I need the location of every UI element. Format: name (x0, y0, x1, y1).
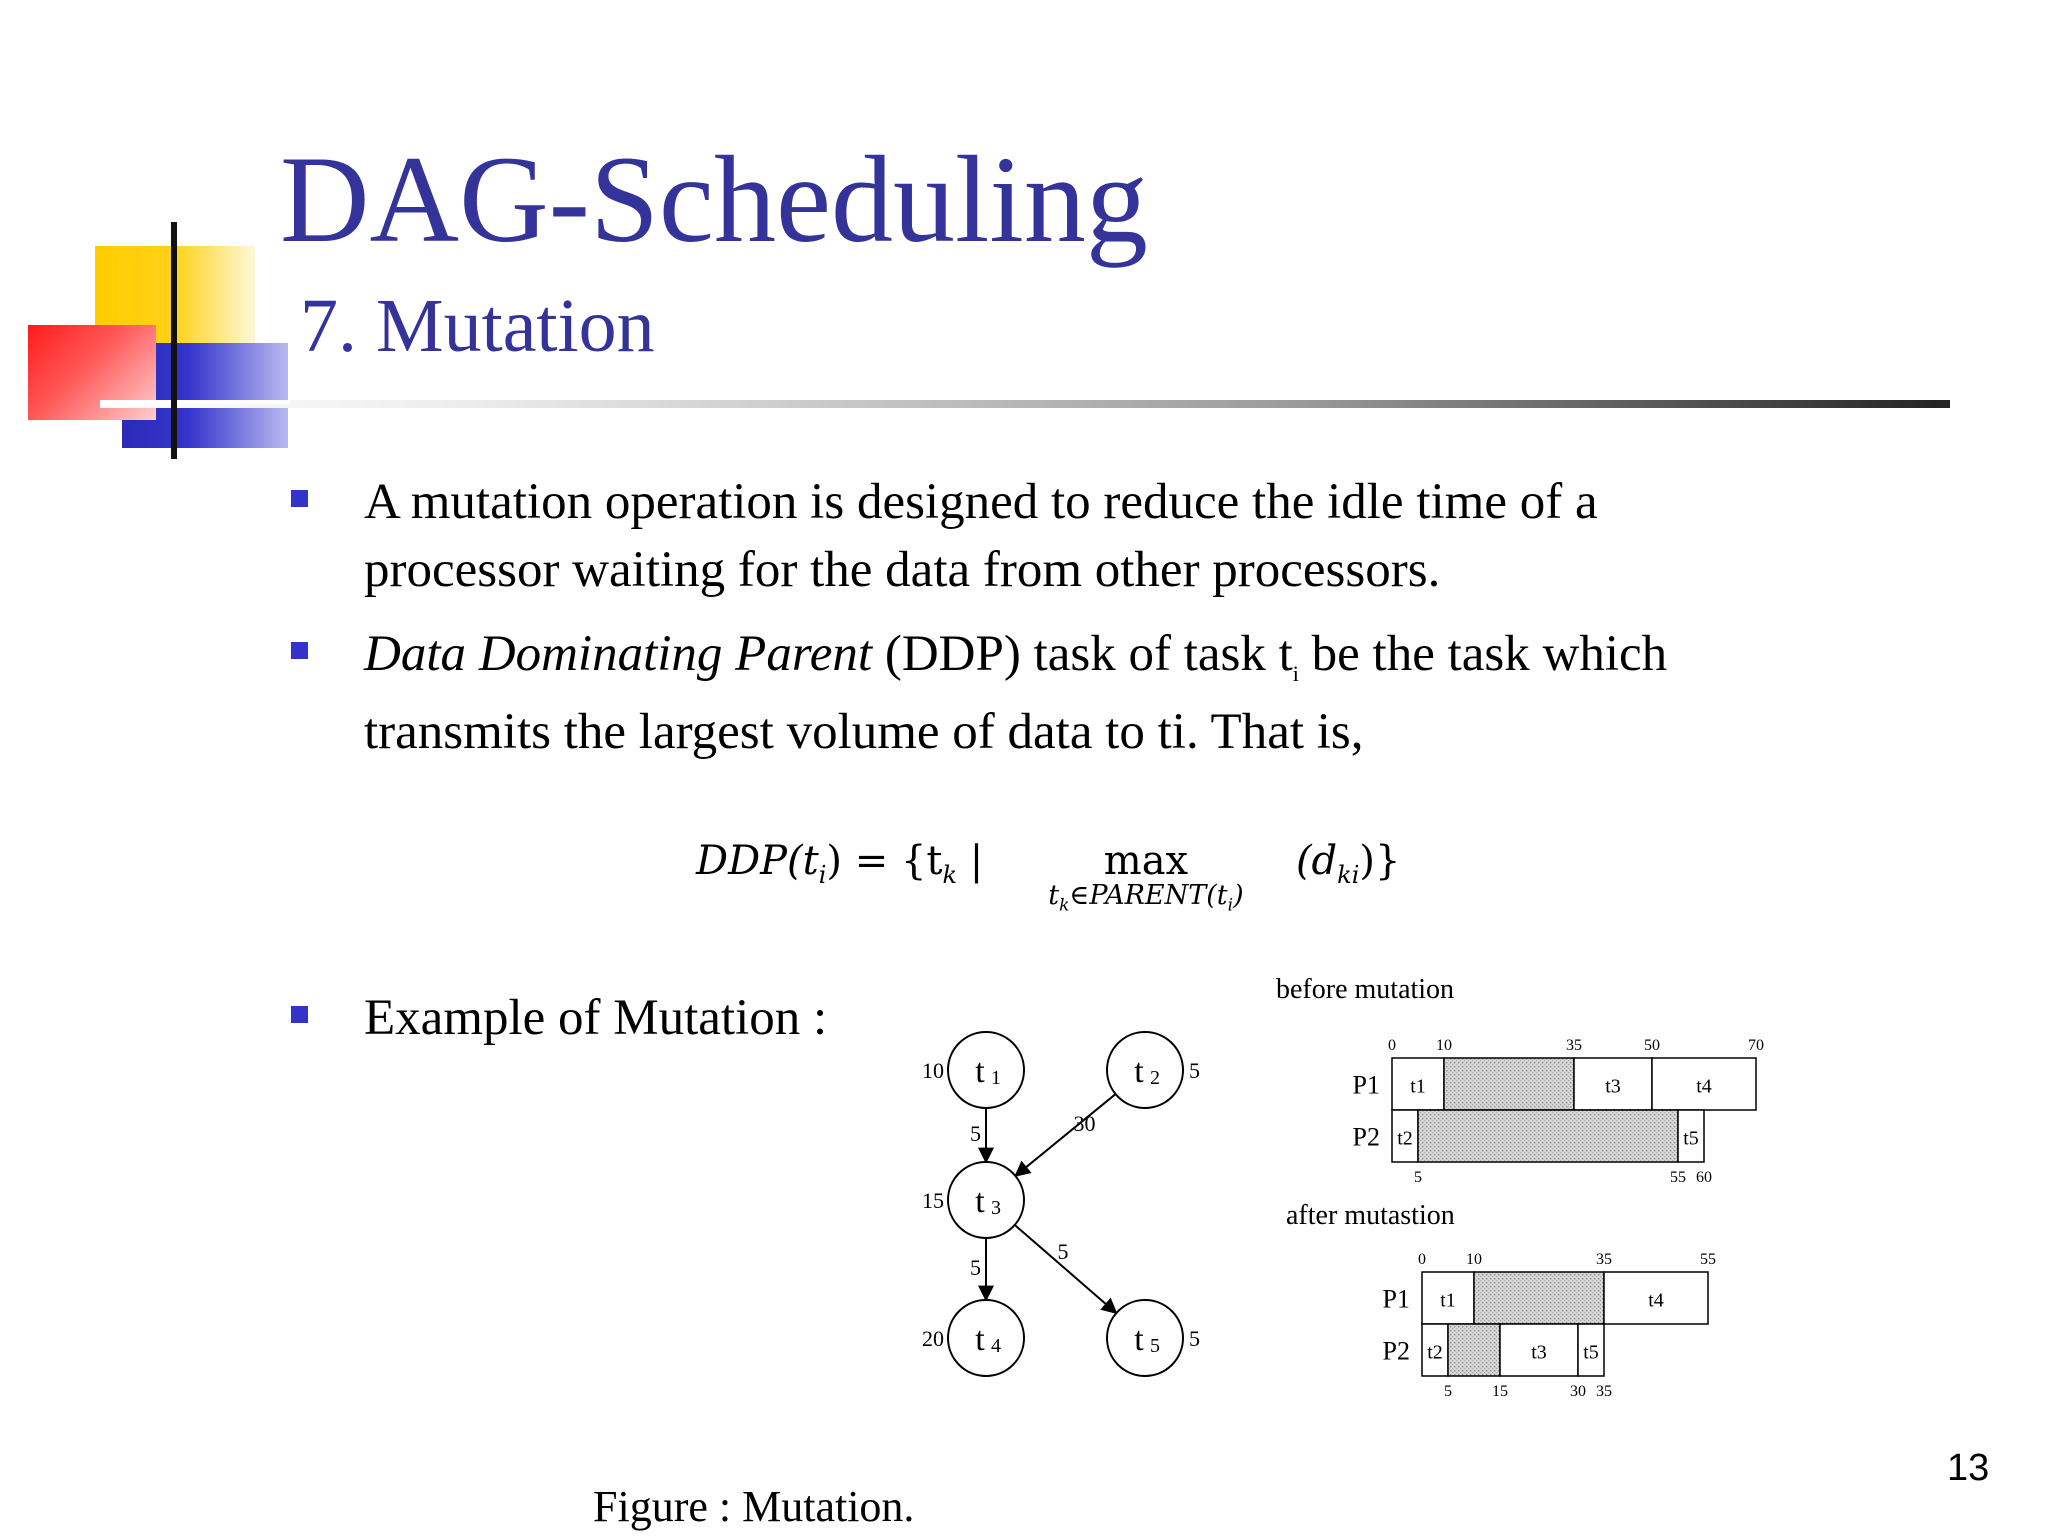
dag-node-label: t (975, 1053, 985, 1090)
bullet-marker (291, 1006, 308, 1023)
gantt-task-label: t5 (1683, 1127, 1699, 1150)
gantt-top-tick: 10 (1466, 1251, 1482, 1268)
dag-node-subscript: 5 (1150, 1335, 1160, 1357)
gantt-top-tick: 0 (1418, 1251, 1426, 1268)
gantt-bottom-tick: 60 (1696, 1169, 1712, 1186)
dag-edge-weight: 5 (1057, 1239, 1069, 1264)
gantt-bottom-tick: 55 (1670, 1169, 1686, 1186)
dag-node-label: t (1134, 1053, 1144, 1090)
gantt-processor-label: P2 (1352, 1122, 1380, 1152)
bullet-1-line-1: A mutation operation is designed to reduce the idle time of a (364, 474, 1598, 530)
gantt-task-label: t1 (1440, 1289, 1456, 1312)
dag-node-subscript: 4 (991, 1335, 1001, 1357)
gantt-bottom-tick: 5 (1414, 1169, 1422, 1186)
gantt-before (1276, 974, 1764, 1186)
figure-caption: Figure : Mutation. (593, 1482, 915, 1531)
dag-edge-t2-t3 (1015, 1094, 1115, 1176)
gantt-top-tick: 50 (1644, 1037, 1660, 1054)
gantt-top-tick: 55 (1700, 1251, 1716, 1268)
gantt-diagrams (1270, 970, 1790, 1420)
dag-node-t4 (948, 1300, 1024, 1376)
gantt-task-label: t2 (1397, 1127, 1413, 1150)
gantt-bottom-tick: 35 (1596, 1383, 1612, 1400)
gantt-top-tick: 0 (1388, 1037, 1396, 1054)
gantt-task-label: t4 (1696, 1075, 1712, 1098)
page-number: 13 (1947, 1447, 1990, 1489)
dag-node-t5 (1107, 1300, 1183, 1376)
gantt-processor-label: P1 (1382, 1284, 1410, 1314)
dag-node-weight: 5 (1189, 1058, 1200, 1083)
gantt-after (1286, 1200, 1716, 1400)
gantt-top-tick: 35 (1566, 1037, 1582, 1054)
bullet-marker (291, 642, 308, 659)
slide-subtitle: 7. Mutation (300, 284, 655, 368)
bullet-1-line-2: processor waiting for the data from other processors. (364, 542, 1441, 598)
bullet-2-text-a: (DDP) task of task t (872, 626, 1293, 682)
decor-horizontal-line (100, 400, 290, 404)
dag-node-label: t (1134, 1321, 1144, 1358)
dag-node-subscript: 3 (991, 1197, 1001, 1219)
bullet-2-text-b: be the task which (1298, 626, 1668, 682)
gantt-task-label: t5 (1583, 1341, 1599, 1364)
gantt-task-label: t3 (1531, 1341, 1547, 1364)
ddp-term: Data Dominating Parent (364, 626, 873, 682)
gantt-task-label: t1 (1410, 1075, 1426, 1098)
gantt-title: after mutastion (1286, 1200, 1455, 1231)
gantt-idle-block (1474, 1272, 1604, 1324)
gantt-task-label: t3 (1605, 1075, 1621, 1098)
gantt-idle-block (1444, 1058, 1574, 1110)
dag-diagram (900, 960, 1240, 1400)
dag-node-weight: 15 (922, 1188, 944, 1213)
gantt-top-tick: 35 (1596, 1251, 1612, 1268)
title-rule (100, 400, 1950, 408)
dag-node-label: t (975, 1183, 985, 1220)
dag-node-t1 (948, 1032, 1024, 1108)
slide-title: DAG-Scheduling (280, 131, 1148, 268)
gantt-task-label: t4 (1648, 1289, 1664, 1312)
dag-edge-weight: 30 (1073, 1111, 1096, 1136)
dag-node-weight: 5 (1189, 1326, 1200, 1351)
dag-edge-weight: 5 (970, 1255, 981, 1280)
dag-node-t3 (948, 1162, 1024, 1238)
dag-node-t2 (1107, 1032, 1183, 1108)
bullet-marker (291, 490, 308, 507)
gantt-bottom-tick: 5 (1444, 1383, 1452, 1400)
bullet-2-line-2: transmits the largest volume of data to ti. That is, (364, 704, 1364, 760)
bullet-3-text: Example of Mutation : (364, 990, 828, 1046)
dag-edge-weight: 5 (970, 1121, 981, 1146)
gantt-bottom-tick: 30 (1570, 1383, 1586, 1400)
gantt-idle-block (1448, 1324, 1500, 1376)
dag-node-subscript: 1 (991, 1067, 1001, 1089)
gantt-bottom-tick: 15 (1492, 1383, 1508, 1400)
dag-node-weight: 10 (922, 1058, 944, 1083)
gantt-processor-label: P1 (1352, 1070, 1380, 1100)
dag-node-subscript: 2 (1150, 1067, 1160, 1089)
gantt-title: before mutation (1276, 974, 1455, 1005)
decor-vertical-line (171, 222, 177, 459)
gantt-processor-label: P2 (1382, 1336, 1410, 1366)
gantt-idle-block (1418, 1110, 1678, 1162)
gantt-top-tick: 70 (1748, 1037, 1764, 1054)
dag-node-weight: 20 (922, 1326, 944, 1351)
bullet-2-subscript: i (1292, 661, 1299, 687)
bullet-2-line-1 (364, 620, 1667, 708)
gantt-task-label: t2 (1427, 1341, 1443, 1364)
dag-node-label: t (975, 1321, 985, 1358)
gantt-top-tick: 10 (1436, 1037, 1452, 1054)
ddp-formula: $DDP(t_i) = \{t_k$ | max $t_k\in PARENT(t_i)$ $(d_{ki})$} (696, 838, 1401, 916)
